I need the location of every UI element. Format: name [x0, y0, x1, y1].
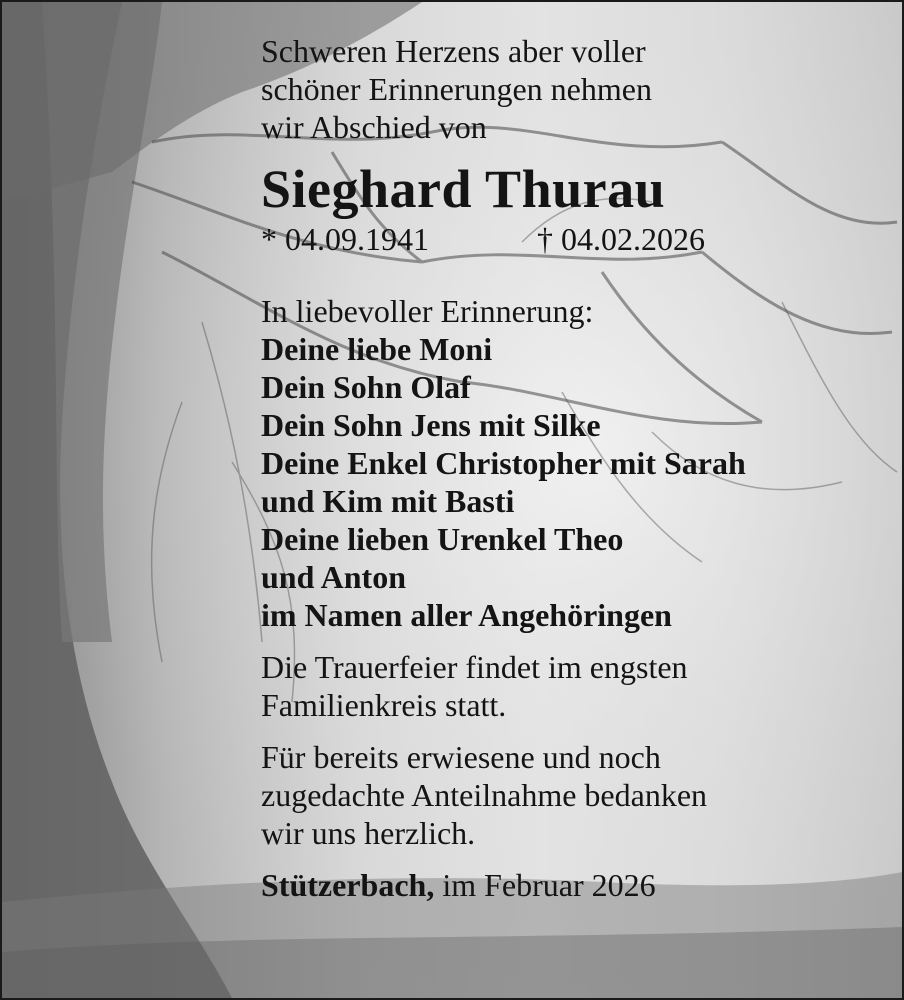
intro-text	[261, 32, 881, 146]
thanks-line: wir uns herzlich.	[261, 815, 476, 851]
closing-date: im Februar 2026	[434, 867, 656, 903]
closing-line	[261, 866, 881, 904]
family-line: Dein Sohn Jens mit Silke	[261, 407, 601, 443]
family-line: Deine Enkel Christopher mit Sarah	[261, 445, 746, 481]
intro-line: Schweren Herzens aber voller	[261, 33, 646, 69]
funeral-note	[261, 648, 881, 724]
notice-text	[261, 32, 881, 904]
deceased-name: Sieghard Thurau	[261, 159, 666, 219]
family-list	[261, 330, 881, 634]
thanks-note	[261, 738, 881, 852]
memory-heading: In liebevoller Erinnerung:	[261, 293, 594, 329]
family-line: im Namen aller Angehöringen	[261, 597, 672, 633]
thanks-line: zugedachte Anteilnahme bedanken	[261, 777, 708, 813]
family-line: Deine liebe Moni	[261, 331, 493, 367]
thanks-line: Für bereits erwiesene und noch	[261, 739, 661, 775]
family-line: Dein Sohn Olaf	[261, 369, 471, 405]
funeral-line: Familienkreis statt.	[261, 687, 507, 723]
family-line: und Kim mit Basti	[261, 483, 515, 519]
intro-line: wir Abschied von	[261, 109, 487, 145]
death-date: † 04.02.2026	[537, 221, 705, 257]
intro-line: schöner Erinnerungen nehmen	[261, 71, 652, 107]
family-line: Deine lieben Urenkel Theo	[261, 521, 624, 557]
birth-date: * 04.09.1941	[261, 221, 429, 257]
closing-place: Stützerbach,	[261, 867, 435, 903]
life-dates	[261, 220, 881, 258]
funeral-line: Die Trauerfeier findet im engsten	[261, 649, 688, 685]
family-line: und Anton	[261, 559, 406, 595]
